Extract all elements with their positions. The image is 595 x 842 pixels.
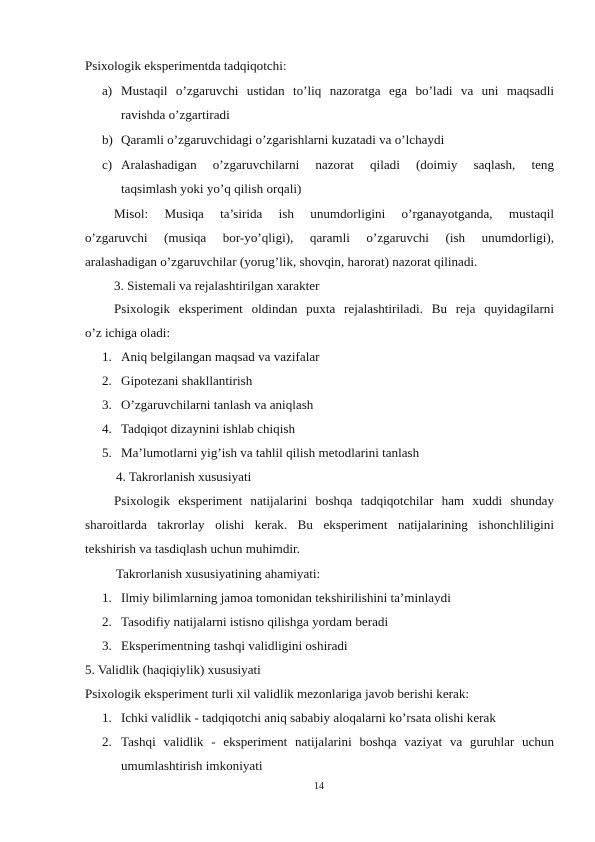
importance-item-2: Tasodifiy natijalarni istisno qilishga yordam beradi (121, 614, 389, 629)
list-item-b: Qaramli o’zgaruvchidagi o’zgarishlarni kuzatadi va o’lchaydi (121, 132, 445, 147)
paragraph-replication-line1: Psixologik eksperiment natijalarini boshqa tadqiqotchilar ham xuddi shunday (114, 493, 554, 508)
paragraph-planning-line2: o’z ichiga oladi: (85, 325, 171, 340)
section-heading-5: 5. Validlik (haqiqiylik) xususiyati (85, 662, 261, 677)
validity-intro: Psixologik eksperiment turli xil validlik mezonlariga javob berishi kerak: (85, 686, 470, 701)
validity-item-1: Ichki validlik - tadqiqotchi aniq sababiy aloqalarni ko’rsata olishi kerak (121, 710, 496, 725)
list-marker-a: a) (102, 83, 113, 98)
list-item-a-line2: ravishda o’zgartiradi (121, 107, 230, 122)
example-line3: aralashadigan o’zgaruvchilar (yorug’lik, shovqin, harorat) nazorat qilinadi. (85, 254, 478, 269)
paragraph-planning-line1: Psixologik eksperiment oldindan puxta rejalashtiriladi. Bu reja quyidagilarni (114, 301, 554, 316)
paragraph-replication-line3: tekshirish va tasdiqlash uchun muhimdir. (85, 541, 300, 556)
list-marker-2: 2. (102, 373, 112, 388)
list-marker-b: b) (102, 132, 113, 147)
list-marker-r2: 2. (102, 614, 112, 629)
validity-item-2-line1: Tashqi validlik - eksperiment natijalarini boshqa vaziyat va guruhlar uchun (121, 734, 554, 749)
importance-item-3: Eksperimentning tashqi validligini oshiradi (121, 638, 348, 653)
plan-item-4: Tadqiqot dizaynini ishlab chiqish (121, 421, 296, 436)
example-line2: o’zgaruvchi (musiqa bor-yo’qligi), qaramli o’zgaruvchi (ish unumdorligi), (85, 230, 554, 245)
paragraph-replication-line2: sharoitlarda takrorlay olishi kerak. Bu eksperiment natijalarining ishonchliligini (85, 517, 554, 532)
list-marker-3: 3. (102, 397, 112, 412)
section-heading-3: 3. Sistemali va rejalashtirilgan xarakter (114, 278, 320, 293)
list-item-c-line1: Aralashadigan o’zgaruvchilarni nazorat qiladi (doimiy saqlash, teng (121, 157, 554, 172)
list-marker-v1: 1. (102, 710, 112, 725)
replication-importance-heading: Takrorlanish xususiyatining ahamiyati: (116, 566, 321, 581)
importance-item-1: Ilmiy bilimlarning jamoa tomonidan tekshirilishini ta’minlaydi (121, 590, 451, 605)
validity-item-2-line2: umumlashtirish imkoniyati (121, 758, 263, 773)
list-marker-4: 4. (102, 421, 112, 436)
example-line1: Misol: Musiqa ta’sirida ish unumdorligini o’rganayotganda, mustaqil (114, 206, 554, 221)
intro-line: Psixologik eksperimentda tadqiqotchi: (85, 58, 287, 73)
list-marker-1: 1. (102, 349, 112, 364)
section-heading-4: 4. Takrorlanish xususiyati (116, 469, 252, 484)
list-item-a-line1: Mustaqil o’zgaruvchi ustidan to’liq nazoratga ega bo’ladi va uni maqsadli (121, 83, 554, 98)
plan-item-3: O’zgaruvchilarni tanlash va aniqlash (121, 397, 314, 412)
list-marker-v2: 2. (102, 734, 112, 749)
list-item-c-line2: taqsimlash yoki yo’q qilish orqali) (121, 181, 302, 196)
list-marker-r3: 3. (102, 638, 112, 653)
list-marker-r1: 1. (102, 590, 112, 605)
plan-item-2: Gipotezani shakllantirish (121, 373, 253, 388)
plan-item-5: Ma’lumotlarni yig’ish va tahlil qilish metodlarini tanlash (121, 445, 420, 460)
plan-item-1: Aniq belgilangan maqsad va vazifalar (121, 349, 320, 364)
page-number: 14 (314, 781, 324, 792)
list-marker-c: c) (102, 157, 113, 172)
list-marker-5: 5. (102, 445, 112, 460)
